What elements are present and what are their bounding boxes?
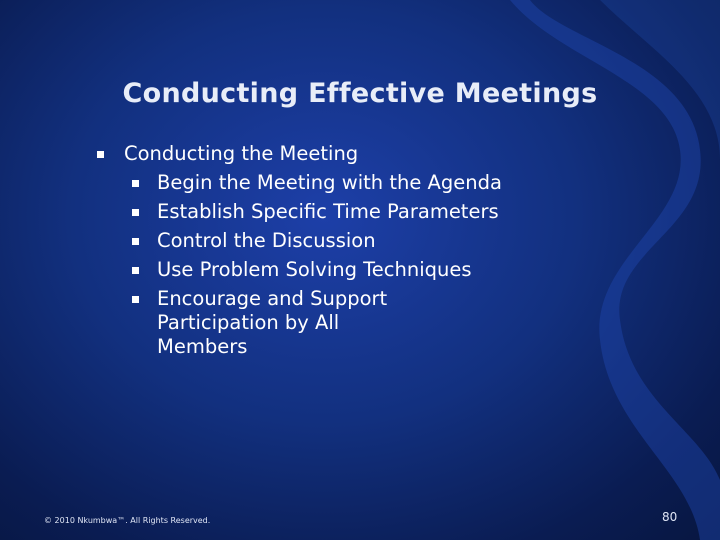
square-bullet-icon: [97, 151, 104, 158]
bullet-text: Encourage and Support Participation by All Members: [157, 287, 388, 358]
list-item: [93, 171, 502, 195]
list-item: [93, 229, 502, 253]
square-bullet-icon: [132, 238, 139, 245]
bullet-text: Conducting the Meeting: [124, 142, 359, 165]
list-item: [93, 142, 502, 166]
page-number: 80: [662, 510, 678, 524]
bullet-list: [93, 142, 502, 364]
bullet-text: Control the Discussion: [157, 229, 376, 252]
bullet-text: Establish Specific Time Parameters: [157, 200, 499, 223]
square-bullet-icon: [132, 296, 139, 303]
bullet-text: Use Problem Solving Techniques: [157, 258, 472, 281]
square-bullet-icon: [132, 267, 139, 274]
square-bullet-icon: [132, 180, 139, 187]
list-item: [93, 287, 502, 359]
slide-title: Conducting Effective Meetings: [122, 78, 598, 109]
bullet-text: Begin the Meeting with the Agenda: [157, 171, 502, 194]
copyright-footer: © 2010 Nkumbwa™. All Rights Reserved.: [44, 516, 211, 525]
list-item: [93, 200, 502, 224]
list-item: [93, 258, 502, 282]
square-bullet-icon: [132, 209, 139, 216]
